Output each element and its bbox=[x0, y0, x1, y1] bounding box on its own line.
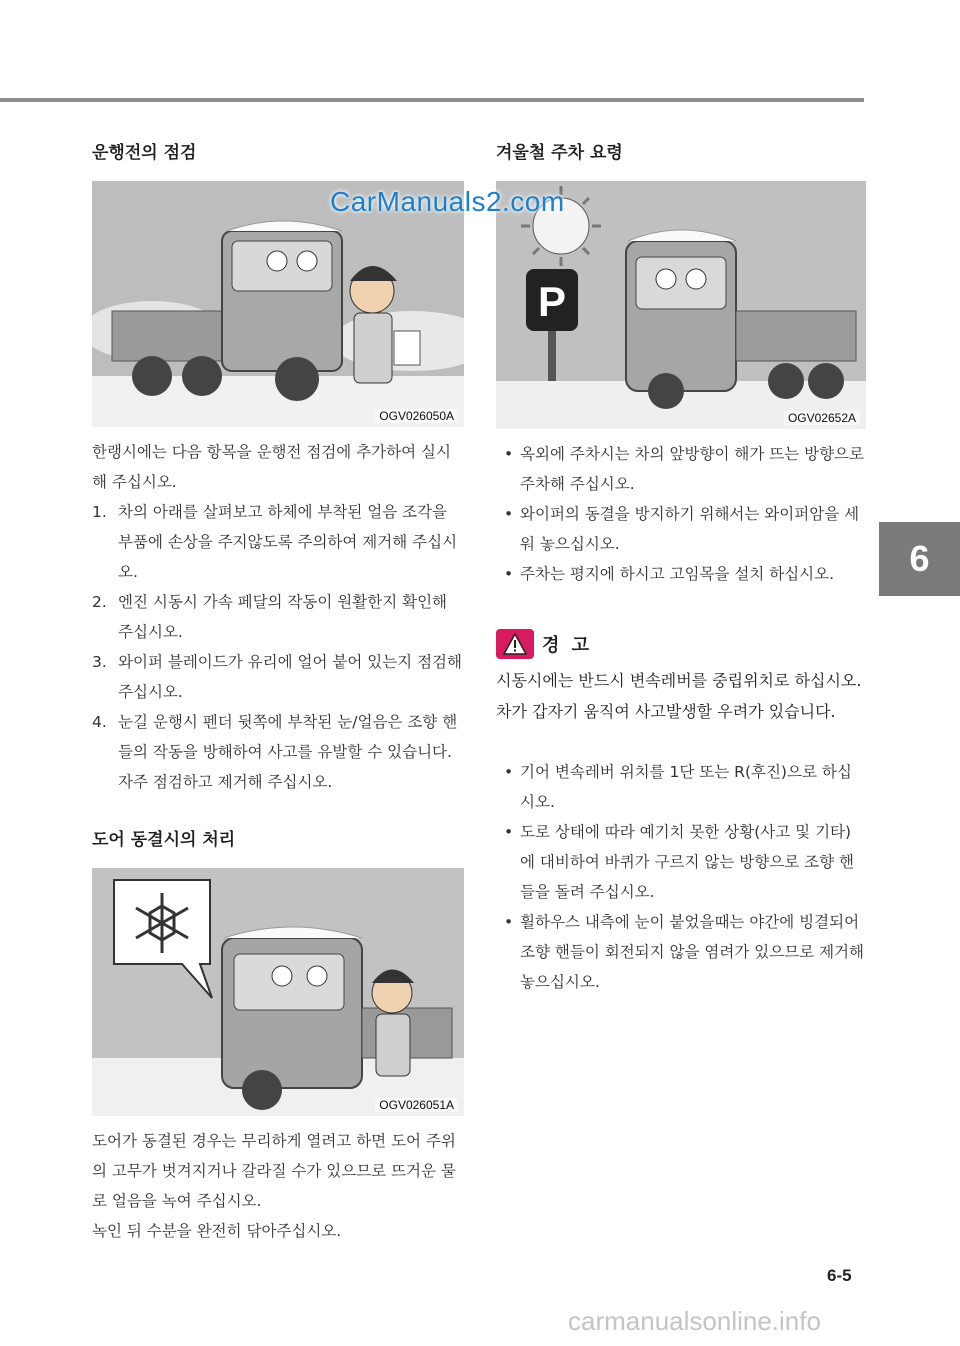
figure-code: OGV02652A bbox=[784, 411, 860, 425]
step-text: 엔진 시동시 가속 페달의 작동이 원활한지 확인해 주십시오. bbox=[118, 593, 448, 641]
warning-title: 경 고 bbox=[542, 635, 593, 656]
step-text: 차의 아래를 살펴보고 하체에 부착된 얼음 조각을 부품에 손상을 주지않도록 주의하여 제거해 주십시오. bbox=[118, 503, 458, 581]
list-item bbox=[92, 647, 464, 707]
step-number: 3. bbox=[92, 653, 107, 671]
winter-parking-illustration bbox=[496, 181, 866, 429]
section-title-pre-drive-check: 운행전의 점검 bbox=[92, 143, 197, 163]
page-number: 6-5 bbox=[827, 1266, 852, 1285]
top-rule bbox=[0, 98, 864, 102]
list-item bbox=[92, 587, 464, 647]
door-text-2: 녹인 뒤 수분을 완전히 닦아주십시오. bbox=[92, 1222, 342, 1240]
figure-frozen-door bbox=[92, 868, 464, 1116]
step-number: 4. bbox=[92, 713, 107, 731]
step-text: 눈길 운행시 펜더 뒷쪽에 부착된 눈/얼음은 조향 핸들의 작동을 방해하여 사고를 유발할 수 있습니다. 자주 점검하고 제거해 주십시오. bbox=[118, 713, 458, 791]
warning-header bbox=[496, 629, 866, 659]
frozen-door-illustration bbox=[92, 868, 464, 1116]
step-number: 2. bbox=[92, 593, 107, 611]
list-item: • 휠하우스 내측에 눈이 붙었을때는 야간에 빙결되어 조향 핸들이 회전되지 않을 염려가 있으므로 제거해 놓으십시오. bbox=[496, 907, 866, 997]
list-item: • 옥외에 주차시는 차의 앞방향이 해가 뜨는 방향으로 주차해 주십시오. bbox=[496, 439, 866, 499]
section-title-winter-parking: 겨울철 주차 요령 bbox=[496, 143, 623, 163]
step-text: 와이퍼 블레이드가 유리에 얼어 붙어 있는지 점검해 주십시오. bbox=[118, 653, 462, 701]
chapter-tab[interactable] bbox=[879, 522, 960, 596]
list-item: • 주차는 평지에 하시고 고임목을 설치 하십시오. bbox=[496, 559, 866, 589]
warning-triangle-icon bbox=[496, 629, 534, 659]
chapter-tab-label: 6 bbox=[909, 538, 930, 579]
parking-tips-list bbox=[496, 439, 866, 589]
section-title-frozen-door: 도어 동결시의 처리 bbox=[92, 830, 236, 850]
list-item: • 기어 변속레버 위치를 1단 또는 R(후진)으로 하십시오. bbox=[496, 757, 866, 817]
parking-safety-list bbox=[496, 757, 866, 997]
list-item bbox=[92, 707, 464, 797]
check-steps-list bbox=[92, 497, 464, 797]
step-number: 1. bbox=[92, 503, 107, 521]
door-text: 도어가 동결된 경우는 무리하게 열려고 하면 도어 주위의 고무가 벗겨지거나 갈라질 수가 있으므로 뜨거운 물로 얼음을 녹여 주십시오. bbox=[92, 1132, 456, 1210]
figure-winter-parking bbox=[496, 181, 866, 429]
figure-code: OGV026050A bbox=[375, 409, 458, 423]
parking-sign-letter: P bbox=[537, 278, 567, 325]
list-item: • 와이퍼의 동결을 방지하기 위해서는 와이퍼암을 세워 놓으십시오. bbox=[496, 499, 866, 559]
warning-text: 시동시에는 반드시 변속레버를 중립위치로 하십시오. 차가 갑자기 움직여 사고발생할 우려가 있습니다. bbox=[496, 671, 862, 721]
figure-code: OGV026051A bbox=[375, 1098, 458, 1112]
left-column bbox=[92, 140, 464, 1246]
right-column bbox=[496, 140, 866, 997]
watermark-text[interactable]: CarManuals2.com bbox=[330, 186, 565, 217]
list-item: • 도로 상태에 따라 예기치 못한 상황(사고 및 기타)에 대비하여 바퀴가 구르지 않는 방향으로 조향 핸들을 돌려 주십시오. bbox=[496, 817, 866, 907]
intro-text: 한랭시에는 다음 항목을 운행전 점검에 추가하여 실시해 주십시오. bbox=[92, 443, 451, 491]
list-item bbox=[92, 497, 464, 587]
footer-site-link[interactable]: carmanualsonline.info bbox=[568, 1306, 821, 1336]
